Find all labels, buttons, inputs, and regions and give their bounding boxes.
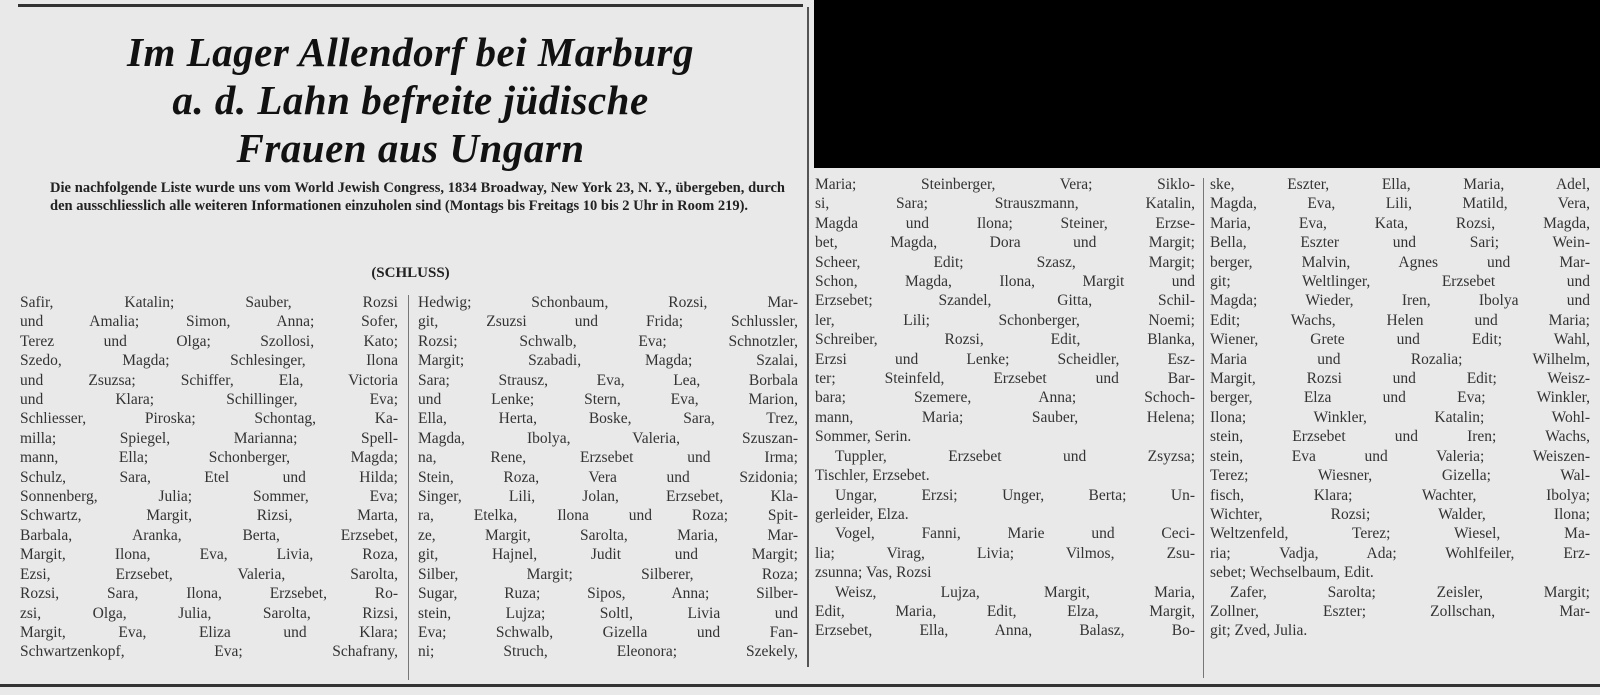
name-list-line: Terez; Wiesner, Gizella; Wal- [1210, 467, 1590, 485]
name-list-line: Zafer, Sarolta; Zeisler, Margit; [1230, 583, 1590, 601]
name-list-line: Schwartzenkopf, Eva; Schafrany, [20, 643, 398, 661]
name-list-line: Ezsi, Erzsebet, Valeria, Sarolta, [20, 565, 398, 583]
name-list-line: zsunna; Vas, Rozsi [815, 564, 932, 582]
name-list-line: milla; Spiegel, Marianna; Spell- [20, 429, 398, 447]
name-list-line: bara; Szemere, Anna; Schoch- [815, 389, 1195, 407]
name-list-line: ske, Eszter, Ella, Maria, Adel, [1210, 176, 1590, 193]
name-list-line: Edit, Maria, Edit, Elza, Margit, [815, 602, 1195, 620]
name-list-line: git; Zved, Julia. [1210, 622, 1308, 640]
name-list-line: und Amalia; Simon, Anna; Sofer, [20, 313, 398, 331]
name-list-line: Magda und Ilona; Steiner, Erzse- [815, 214, 1195, 232]
name-list-line: mann, Ella; Schonberger, Magda; [20, 449, 398, 467]
name-list-line: ra, Etelka, Ilona und Roza; Spit- [418, 507, 798, 525]
name-list-line: Ella, Herta, Boske, Sara, Trez, [418, 410, 798, 428]
name-list-line: Szedo, Magda; Schlesinger, Ilona [20, 352, 398, 370]
name-list-line: stein, Eva und Valeria; Weiszen- [1210, 447, 1590, 465]
name-list-line: Barbala, Aranka, Berta, Erzsebet, [20, 526, 398, 544]
name-list-line: Singer, Lili, Jolan, Erzsebet, Kla- [418, 488, 798, 506]
name-list-line: Safir, Katalin; Sauber, Rozsi [20, 294, 398, 311]
headline-line-1: Im Lager Allendorf bei Marburg [126, 29, 695, 75]
name-list-line: stein, Lujza; Soltl, Livia und [418, 604, 798, 622]
top-rule [18, 4, 803, 7]
name-list-line: zsi, Olga, Julia, Sarolta, Rizsi, [20, 604, 398, 622]
name-list-column-1 [20, 293, 398, 662]
bottom-rule [0, 684, 1600, 687]
name-list-line: Margit, Ilona, Eva, Livia, Roza, [20, 546, 398, 564]
name-list-line: Margit, Rozsi und Edit; Weisz- [1210, 370, 1590, 388]
headline-line-3: Frauen aus Ungarn [236, 125, 585, 171]
name-list-line: Maria, Eva, Kata, Rozsi, Magda, [1210, 214, 1590, 232]
name-list-line: Vogel, Fanni, Marie und Ceci- [835, 525, 1195, 543]
name-list-line: Silber, Margit; Silberer, Roza; [418, 565, 798, 583]
column-divider-rule [807, 7, 809, 667]
name-list-line: Schreiber, Rozsi, Edit, Blanka, [815, 331, 1195, 349]
name-list-line: lia; Virag, Livia; Vilmos, Zsu- [815, 544, 1195, 562]
name-list-line: Erzsebet; Szandel, Gitta, Schil- [815, 292, 1195, 310]
name-list-line: Stein, Roza, Vera und Szidonia; [418, 468, 798, 486]
name-list-line: Tuppler, Erzsebet und Zsyzsa; [835, 447, 1195, 465]
name-list-line: Ungar, Erzsi; Unger, Berta; Un- [835, 486, 1195, 504]
name-list-line: Ilona; Winkler, Katalin; Wohl- [1210, 408, 1590, 426]
name-list-line: gerleider, Elza. [815, 505, 909, 523]
name-list-line: ze, Margit, Sarolta, Maria, Mar- [418, 526, 798, 544]
name-list-line: Weltzenfeld, Terez; Wiesel, Ma- [1210, 525, 1590, 543]
name-list-line: Schwartz, Margit, Rizsi, Marta, [20, 507, 398, 525]
name-list-line: Sugar, Ruza; Sipos, Anna; Silber- [418, 585, 798, 603]
name-list-line: berger, Elza und Eva; Winkler, [1210, 389, 1590, 407]
name-list-line: sebet; Wechselbaum, Edit. [1210, 564, 1374, 582]
name-list-line: ria; Vadja, Ada; Wohlfeiler, Erz- [1210, 544, 1590, 562]
name-list-line: Sommer, Serin. [815, 428, 912, 446]
name-list-line: ler, Lili; Schonberger, Noemi; [815, 311, 1195, 329]
name-list-line: Magda, Eva, Lili, Matild, Vera, [1210, 195, 1590, 213]
name-list-line: Edit; Wachs, Helen und Maria; [1210, 311, 1590, 329]
name-list-line: Wichter, Rozsi; Walder, Ilona; [1210, 505, 1590, 523]
column-separator [1203, 178, 1204, 678]
name-list-column-2 [418, 293, 798, 662]
name-list-line: Schliesser, Piroska; Schontag, Ka- [20, 410, 398, 428]
name-list-line: Terez und Olga; Szollosi, Kato; [20, 332, 398, 350]
name-list-line: Rozsi; Schwalb, Eva; Schnotzler, [418, 332, 798, 350]
name-list-line: git, Hajnel, Judit und Margit; [418, 546, 798, 564]
name-list-line: Maria; Steinberger, Vera; Siklo- [815, 176, 1195, 193]
name-list-line: na, Rene, Erzsebet und Irma; [418, 449, 798, 467]
name-list-line: Magda; Wieder, Iren, Ibolya und [1210, 292, 1590, 310]
name-list-line: und Lenke; Stern, Eva, Marion, [418, 391, 798, 409]
name-list-line: Margit, Eva, Eliza und Klara; [20, 623, 398, 641]
name-list-line: Eva; Schwalb, Gizella und Fan- [418, 623, 798, 641]
article-headline [18, 28, 803, 172]
column-separator [408, 295, 409, 680]
name-list-line: si, Sara; Strauszmann, Katalin, [815, 195, 1195, 213]
name-list-line: fisch, Klara; Wachter, Ibolya; [1210, 486, 1590, 504]
name-list-line: Magda, Ibolya, Valeria, Szuszan- [418, 429, 798, 447]
name-list-line: Wiener, Grete und Edit; Wahl, [1210, 331, 1590, 349]
name-list-line: ter; Steinfeld, Erzsebet und Bar- [815, 370, 1195, 388]
headline-line-2: a. d. Lahn befreite jüdische [172, 77, 649, 123]
name-list-line: mann, Maria; Sauber, Helena; [815, 408, 1195, 426]
name-list-line: Maria und Rozalia; Wilhelm, [1210, 350, 1590, 368]
name-list-line: Bella, Eszter und Sari; Wein- [1210, 234, 1590, 252]
name-list-line: Rozsi, Sara, Ilona, Erzsebet, Ro- [20, 585, 398, 603]
name-list-line: Weisz, Lujza, Margit, Maria, [835, 583, 1195, 601]
name-list-line: Hedwig; Schonbaum, Rozsi, Mar- [418, 294, 798, 311]
name-list-line: Schulz, Sara, Etel und Hilda; [20, 468, 398, 486]
name-list-line: git; Weltlinger, Erzsebet und [1210, 273, 1590, 291]
name-list-column-3 [815, 175, 1195, 641]
name-list-line: Scheer, Edit; Szasz, Margit; [815, 253, 1195, 271]
name-list-line: stein, Erzsebet und Iren; Wachs, [1210, 428, 1590, 446]
name-list-column-4 [1210, 175, 1590, 641]
schluss-label: (SCHLUSS) [371, 265, 450, 281]
name-list-line: Tischler, Erzsebet. [815, 467, 930, 485]
name-list-line: Erzsi und Lenke; Scheidler, Esz- [815, 350, 1195, 368]
redacted-black-block [814, 0, 1600, 168]
name-list-line: Zollner, Eszter; Zollschan, Mar- [1210, 602, 1590, 620]
name-list-line: ni; Struch, Eleonora; Szekely, [418, 643, 798, 661]
name-list-line: berger, Malvin, Agnes und Mar- [1210, 253, 1590, 271]
name-list-line: bet, Magda, Dora und Margit; [815, 234, 1195, 252]
name-list-line: Schon, Magda, Ilona, Margit und [815, 273, 1195, 291]
name-list-line: Margit; Szabadi, Magda; Szalai, [418, 352, 798, 370]
name-list-line: und Klara; Schillinger, Eva; [20, 391, 398, 409]
name-list-line: Sonnenberg, Julia; Sommer, Eva; [20, 488, 398, 506]
name-list-line: git, Zsuzsi und Frida; Schlussler, [418, 313, 798, 331]
name-list-line: Sara; Strausz, Eva, Lea, Borbala [418, 371, 798, 389]
name-list-line: und Zsuzsa; Schiffer, Ela, Victoria [20, 371, 398, 389]
name-list-line: Erzsebet, Ella, Anna, Balasz, Bo- [815, 622, 1195, 640]
article-intro: Die nachfolgende Liste wurde uns vom World Jewish Congress, 1834 Broadway, New York 23, N. Y., übergeben, durch den ausschliesslich alle weiteren Informationen einzuholen sind (Montags bis Freitags 10 bis 2 Uhr in Room 219). [50, 180, 785, 214]
